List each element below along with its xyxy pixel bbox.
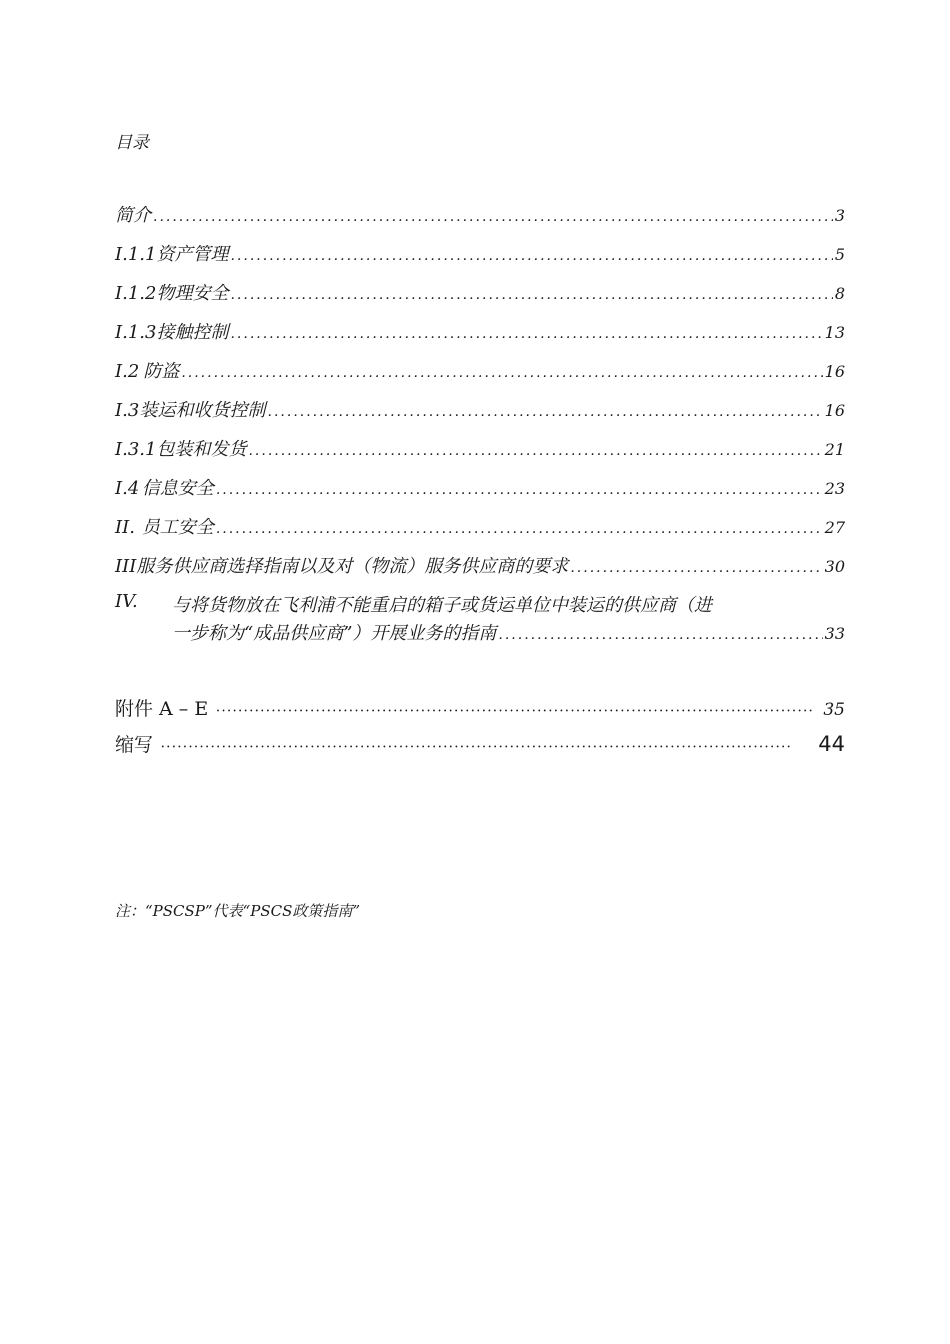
dot-leader bbox=[498, 627, 822, 643]
toc-entry-personnel-security[interactable] bbox=[115, 513, 845, 552]
toc-entry-finished-goods-suppliers[interactable] bbox=[115, 591, 845, 645]
toc-entry-annexes[interactable] bbox=[115, 694, 845, 730]
toc-entry-label: 简介 bbox=[115, 205, 151, 226]
toc-entry-number: II. bbox=[115, 517, 135, 538]
toc-entry-label: 附件 A – E bbox=[115, 698, 209, 720]
toc-entry-label: I.1.2物理安全 bbox=[115, 283, 229, 304]
toc-entry-page: 33 bbox=[824, 624, 845, 643]
toc-entry-label: 装运和收货控制 bbox=[139, 400, 266, 421]
toc-entry-number: I.2 bbox=[115, 361, 140, 382]
dot-leader bbox=[230, 248, 832, 264]
dot-leader bbox=[181, 365, 822, 381]
toc-entry-number: IV. bbox=[115, 591, 138, 612]
dot-leader bbox=[230, 287, 832, 303]
toc-entry-intro[interactable] bbox=[115, 201, 845, 240]
toc-entry-page: 30 bbox=[824, 557, 845, 576]
toc-entry-packing-shipping[interactable] bbox=[115, 435, 845, 474]
footnote: 注：“PSCSP”代表“PSCS政策指南” bbox=[115, 902, 361, 920]
toc-entry-label: I.3.1包装和发货 bbox=[115, 439, 247, 460]
toc-entry-label: 服务供应商选择指南以及对（物流）服务供应商的要求 bbox=[136, 556, 569, 577]
dot-leader bbox=[161, 739, 792, 755]
annex-section bbox=[115, 694, 845, 766]
toc-entry-page: 16 bbox=[824, 401, 845, 420]
toc-entry-page: 21 bbox=[824, 440, 845, 459]
toc-entry-number: III bbox=[115, 556, 137, 577]
toc-entry-number: I.3 bbox=[115, 400, 140, 421]
toc-entry-label: I.1.1资产管理 bbox=[115, 244, 229, 265]
toc-entry-label-continued: 一步称为“成品供应商”）开展业务的指南 bbox=[172, 623, 497, 644]
toc-entry-page: 3 bbox=[834, 206, 845, 225]
page-title: 目录 bbox=[115, 133, 149, 153]
toc-entry-page: 8 bbox=[834, 284, 845, 303]
toc-entry-page: 13 bbox=[824, 323, 845, 342]
toc-entry-label: 防盗 bbox=[143, 361, 180, 382]
toc-entry-page: 5 bbox=[834, 245, 845, 264]
dot-leader bbox=[216, 482, 823, 498]
toc-entry-label: 信息安全 bbox=[141, 478, 214, 499]
toc-entry-abbreviations[interactable] bbox=[115, 730, 845, 766]
dot-leader bbox=[216, 521, 823, 537]
toc-entry-shipping-receiving[interactable] bbox=[115, 396, 845, 435]
toc-entry-page: 44 bbox=[818, 732, 845, 756]
dot-leader bbox=[153, 209, 833, 225]
toc-entry-page: 27 bbox=[824, 518, 845, 537]
toc-entry-label: 与将货物放在飞利浦不能重启的箱子或货运单位中装运的供应商（进 bbox=[172, 595, 712, 616]
toc-entry-page: 35 bbox=[823, 700, 845, 720]
toc-entry-access-control[interactable] bbox=[115, 318, 845, 357]
toc-entry-label: I.1.3接触控制 bbox=[115, 322, 229, 343]
toc-entry-service-providers[interactable] bbox=[115, 552, 845, 591]
toc-entry-page: 23 bbox=[824, 479, 845, 498]
toc-entry-number: I.4 bbox=[115, 478, 140, 499]
dot-leader bbox=[570, 560, 822, 576]
toc-entry-asset-management[interactable] bbox=[115, 240, 845, 279]
dot-leader bbox=[230, 326, 822, 342]
table-of-contents bbox=[115, 201, 845, 645]
toc-entry-page: 16 bbox=[824, 362, 845, 381]
dot-leader bbox=[216, 703, 815, 719]
toc-entry-physical-security[interactable] bbox=[115, 279, 845, 318]
toc-entry-information-security[interactable] bbox=[115, 474, 845, 513]
toc-entry-theft-prevention[interactable] bbox=[115, 357, 845, 396]
toc-entry-label: 缩写 bbox=[115, 734, 154, 756]
dot-leader bbox=[248, 443, 822, 459]
toc-entry-label: 员工安全 bbox=[141, 517, 214, 538]
dot-leader bbox=[268, 404, 823, 420]
